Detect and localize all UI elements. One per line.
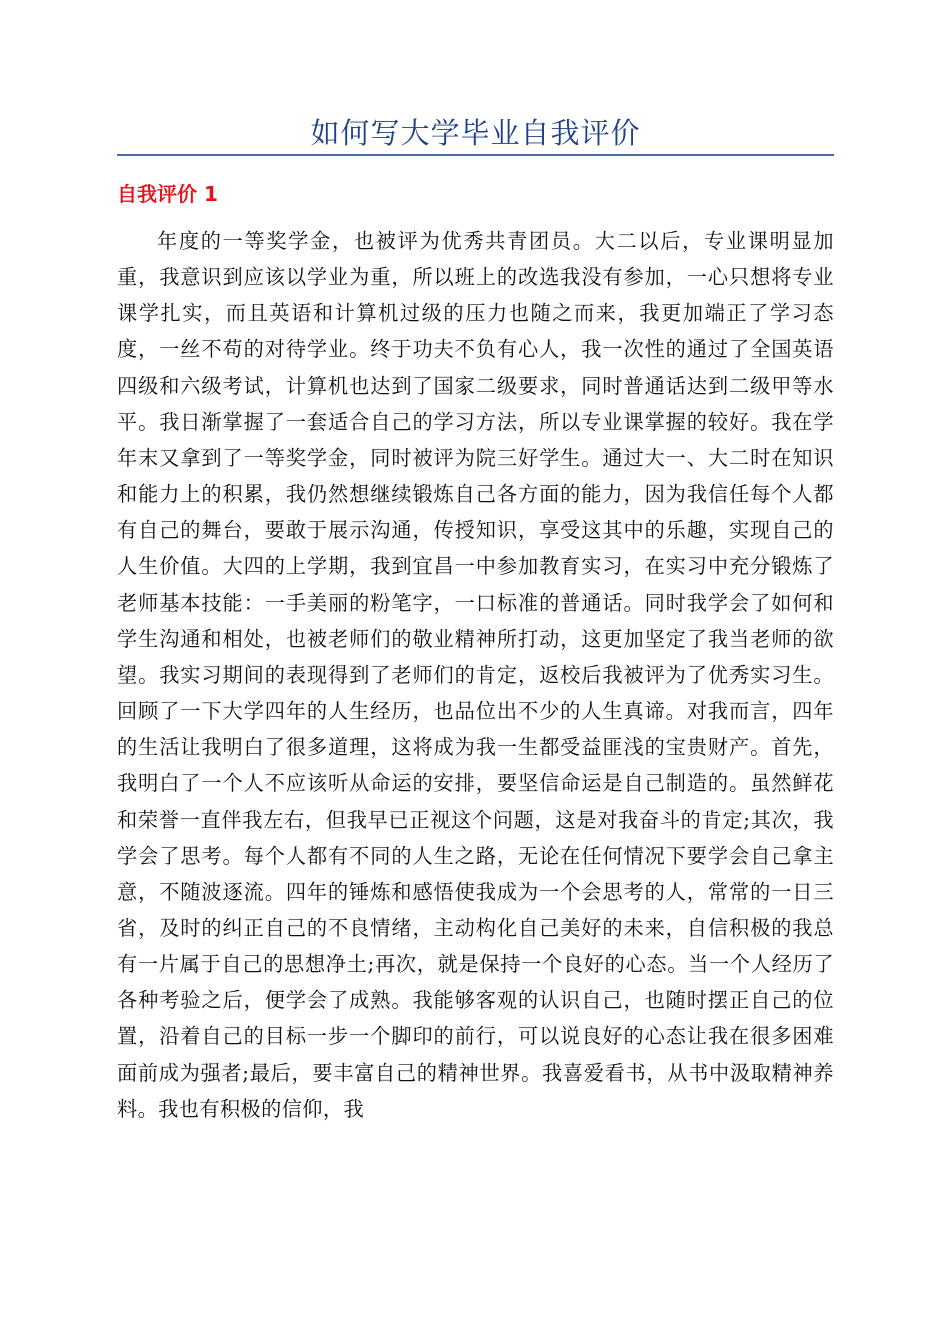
section-heading: 自我评价 1 xyxy=(117,182,218,206)
body-paragraph: 年度的一等奖学金，也被评为优秀共青团员。大二以后，专业课明显加重，我意识到应该以学业为重，所以班上的改选我没有参加，一心只想将专业课学扎实，而且英语和计算机过级的压力也随之而来，我更加端正了学习态度，一丝不苟的对待学业。终于功夫不负有心人，我一次性的通过了全国英语四级和六级考试，计算机也达到了国家二级要求，同时普通话达到二级甲等水平。我日渐掌握了一套适合自己的学习方法，所以专业课掌握的较好。我在学年末又拿到了一等奖学金，同时被评为院三好学生。通过大一、大二时在知识和能力上的积累，我仍然想继续锻炼自己各方面的能力，因为我信任每个人都有自己的舞台，要敢于展示沟通，传授知识，享受这其中的乐趣，实现自己的人生价值。大四的上学期，我到宜昌一中参加教育实习，在实习中充分锻炼了老师基本技能：一手美丽的粉笔字，一口标准的普通话。同时我学会了如何和学生沟通和相处，也被老师们的敬业精神所打动，这更加坚定了我当老师的欲望。我实习期间的表现得到了老师们的肯定，返校后我被评为了优秀实习生。回顾了一下大学四年的人生经历，也品位出不少的人生真谛。对我而言，四年的生活让我明白了很多道理，这将成为我一生都受益匪浅的宝贵财产。首先，我明白了一个人不应该听从命运的安排，要坚信命运是自己制造的。虽然鲜花和荣誉一直伴我左右，但我早已正视这个问题，这是对我奋斗的肯定;其次，我学会了思考。每个人都有不同的人生之路，无论在任何情况下要学会自己拿主意，不随波逐流。四年的锤炼和感悟使我成为一个会思考的人，常常的一日三省，及时的纠正自己的不良情绪，主动构化自己美好的未来，自信积极的我总有一片属于自己的思想净土;再次，就是保持一个良好的心态。当一个人经历了各种考验之后，便学会了成熟。我能够客观的认识自己，也随时摆正自己的位置，沿着自己的目标一步一个脚印的前行，可以说良好的心态让我在很多困难面前成为强者;最后，要丰富自己的精神世界。我喜爱看书，从书中汲取精神养料。我也有积极的信仰，我 xyxy=(117,229,834,1121)
document-title: 如何写大学毕业自我评价 xyxy=(310,116,641,150)
title-underline-divider xyxy=(117,154,834,156)
